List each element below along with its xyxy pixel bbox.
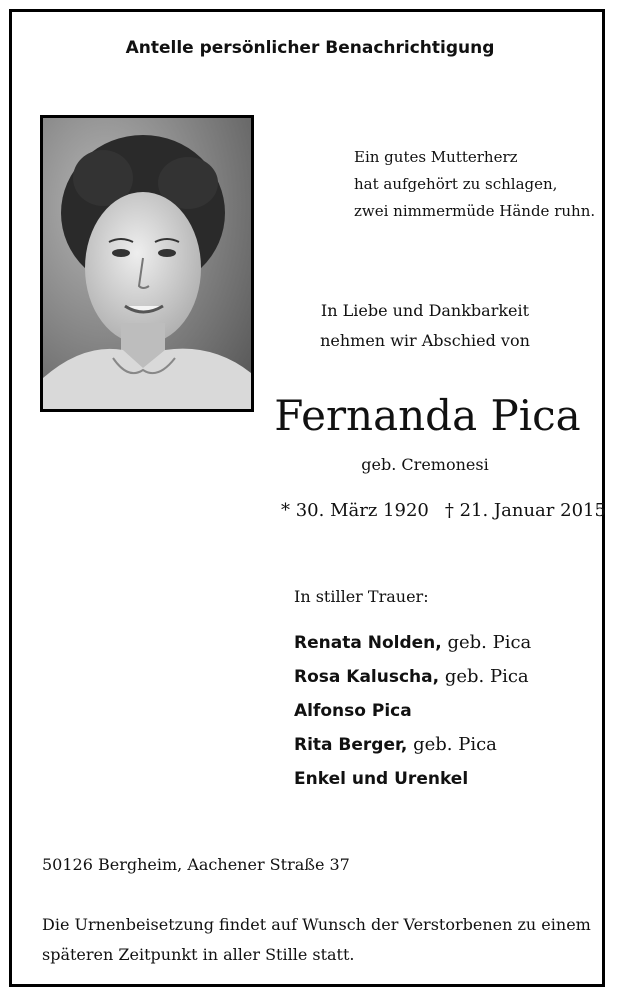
life-dates — [281, 500, 606, 521]
mourner-name: Renata Nolden, — [294, 633, 442, 653]
mourner-suffix: geb. Pica — [439, 666, 529, 687]
mourner-name: Alfonso Pica — [294, 701, 412, 721]
portrait-photo — [40, 115, 254, 412]
portrait-image — [43, 118, 251, 409]
list-item — [294, 694, 531, 728]
notice-line: Die Urnenbeisetzung findet auf Wunsch der Verstorbenen zu einem — [42, 915, 591, 934]
list-item — [294, 728, 531, 762]
mourners-label: In stiller Trauer: — [294, 587, 429, 606]
death-date: † 21. Januar 2015 — [444, 500, 606, 521]
farewell-intro — [290, 296, 560, 356]
mourning-address: 50126 Bergheim, Aachener Straße 37 — [42, 855, 350, 874]
mourner-suffix: geb. Pica — [441, 632, 532, 653]
mourner-name: Enkel und Urenkel — [294, 769, 469, 789]
intro-line: In Liebe und Dankbarkeit — [320, 301, 530, 320]
list-item — [294, 626, 531, 660]
mourner-suffix: geb. Pica — [407, 734, 497, 755]
mourner-name: Rosa Kaluscha, — [294, 667, 440, 687]
mourner-name: Rita Berger, — [294, 735, 408, 755]
poem-verse — [354, 144, 595, 225]
poem-line: Ein gutes Mutterherz — [354, 148, 518, 166]
notice-line: späteren Zeitpunkt in aller Stille statt. — [42, 945, 355, 964]
birth-date: * 30. März 1920 — [281, 500, 429, 521]
header-title: Antelle persönlicher Benachrichtigung — [125, 38, 495, 58]
list-item — [294, 660, 531, 694]
intro-line: nehmen wir Abschied von — [320, 331, 530, 350]
burial-notice — [42, 910, 592, 970]
maiden-name: geb. Cremonesi — [361, 455, 489, 474]
deceased-name: Fernanda Pica — [274, 391, 581, 440]
list-item — [294, 762, 531, 796]
poem-line: zwei nimmermüde Hände ruhn. — [354, 202, 596, 220]
poem-line: hat aufgehört zu schlagen, — [354, 175, 558, 193]
mourners-list — [294, 626, 531, 796]
